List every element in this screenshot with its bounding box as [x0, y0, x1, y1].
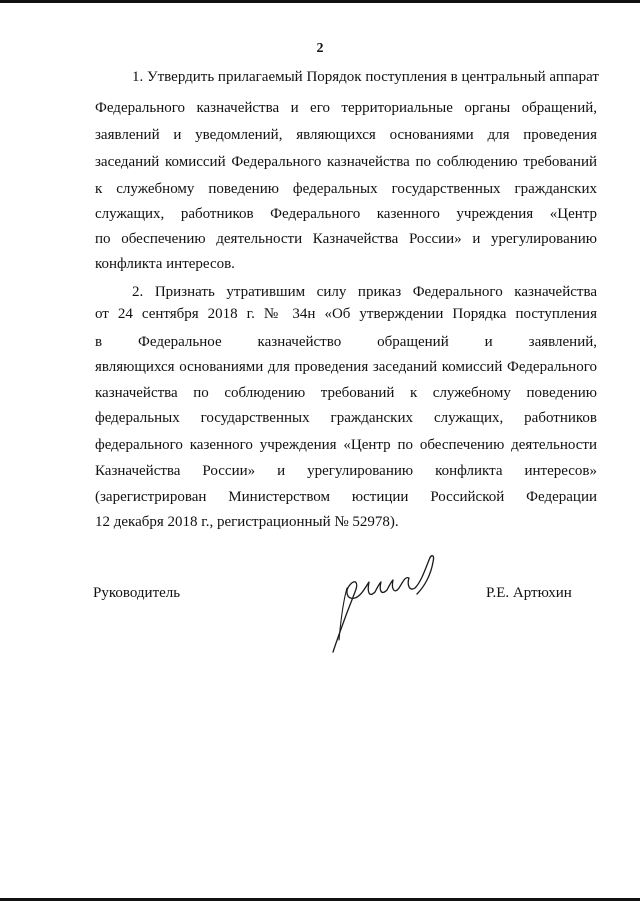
paragraph-line: заявлений и уведомлений, являющихся основаниями для проведения — [95, 127, 597, 143]
paragraph-line: являющихся основаниями для проведения заседаний комиссий Федерального — [95, 359, 597, 375]
paragraph-line: казначейства по соблюдению требований к служебному поведению — [95, 385, 597, 401]
paragraph-line: (зарегистрирован Министерством юстиции Российской Федерации — [95, 489, 597, 505]
paragraph-line: заседаний комиссий Федерального казначейства по соблюдению требований — [95, 154, 597, 170]
paragraph-line: 12 декабря 2018 г., регистрационный № 52978). — [95, 514, 399, 530]
paragraph-line: служащих, работников Федерального казенного учреждения «Центр — [95, 206, 597, 222]
paragraph-line: в Федеральное казначейство обращений и заявлений, — [95, 334, 597, 350]
paragraph-line: Казначейства России» и урегулированию конфликта интересов» — [95, 463, 597, 479]
paragraph-line: 1. Утвердить прилагаемый Порядок поступления в центральный аппарат — [132, 69, 599, 85]
signatory-name: Р.Е. Артюхин — [486, 585, 572, 601]
paragraph-line: Федерального казначейства и его территориальные органы обращений, — [95, 100, 597, 116]
paragraph-line: от 24 сентября 2018 г. № 34н «Об утверждении Порядка поступления — [95, 306, 597, 322]
paragraph-line: по обеспечению деятельности Казначейства России» и урегулированию — [95, 231, 597, 247]
paragraph-line: к служебному поведению федеральных государственных гражданских — [95, 181, 597, 197]
paragraph-line: федеральных государственных гражданских служащих, работников — [95, 410, 597, 426]
handwritten-signature — [325, 548, 445, 658]
paragraph-line: конфликта интересов. — [95, 256, 235, 272]
page-number: 2 — [316, 41, 324, 56]
scan-top-edge — [0, 0, 640, 3]
signatory-position: Руководитель — [93, 585, 181, 601]
paragraph-line: 2. Признать утратившим силу приказ Федерального казначейства — [132, 284, 597, 300]
paragraph-line: федерального казенного учреждения «Центр по обеспечению деятельности — [95, 437, 597, 453]
